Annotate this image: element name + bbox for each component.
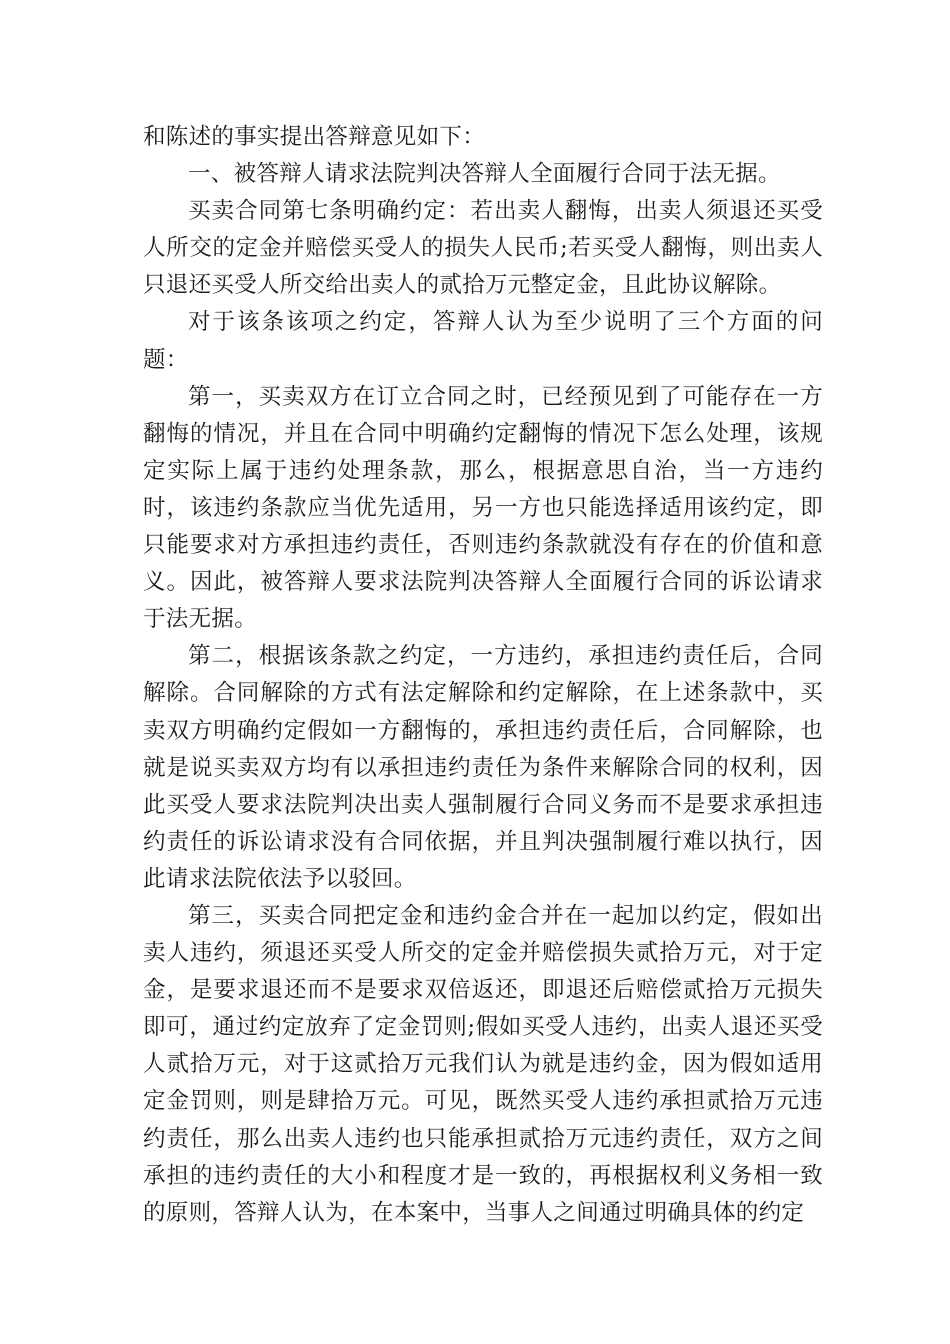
paragraph-heading-one: 一、被答辩人请求法院判决答辩人全面履行合同于法无据。	[188, 161, 781, 188]
paragraph-contract-clause: 买卖合同第七条明确约定：若出卖人翻悔，出卖人须退还买受人所交的定金并赔偿买受人的损失人民币;若买受人翻悔，则出卖人只退还买受人所交给出卖人的贰拾万元整定金，且此协议解除。	[143, 198, 823, 299]
paragraph-continuation: 和陈述的事实提出答辩意见如下：	[143, 124, 486, 150]
paragraph-second-point: 第二，根据该条款之约定，一方违约，承担违约责任后，合同解除。合同解除的方式有法定解除和约定解除，在上述条款中，买卖双方明确约定假如一方翻悔的，承担违约责任后，合同解除，也就是说买卖双方均有以承担违约责任为条件来解除合同的权利，因此买受人要求法院判决出卖人强制履行合同义务而不是要求承担违约责任的诉讼请求没有合同依据，并且判决强制履行难以执行，因此请求法院依法予以驳回。	[143, 643, 823, 892]
paragraph-three-issues-intro: 对于该条该项之约定，答辩人认为至少说明了三个方面的问题：	[143, 309, 823, 373]
paragraph-first-point: 第一，买卖双方在订立合同之时，已经预见到了可能存在一方翻悔的情况，并且在合同中明确约定翻悔的情况下怎么处理，该规定实际上属于违约处理条款，那么，根据意思自治，当一方违约时，该违约条款应当优先适用，另一方也只能选择适用该约定，即只能要求对方承担违约责任，否则违约条款就没有存在的价值和意义。因此，被答辩人要求法院判决答辩人全面履行合同的诉讼请求于法无据。	[143, 383, 823, 633]
paragraph-third-point: 第三，买卖合同把定金和违约金合并在一起加以约定，假如出卖人违约，须退还买受人所交的定金并赔偿损失贰拾万元，对于定金，是要求退还而不是要求双倍返还，即退还后赔偿贰拾万元损失即可，通过约定放弃了定金罚则;假如买受人违约，出卖人退还买受人贰拾万元，对于这贰拾万元我们认为就是违约金，因为假如适用定金罚则，则是肆拾万元。可见，既然买受人违约承担贰拾万元违约责任，那么出卖人违约也只能承担贰拾万元违约责任，双方之间承担的违约责任的大小和程度才是一致的，再根据权利义务相一致的原则，答辩人认为，在本案中，当事人之间通过明确具体的约定	[143, 902, 823, 1226]
document-body	[143, 119, 823, 1232]
